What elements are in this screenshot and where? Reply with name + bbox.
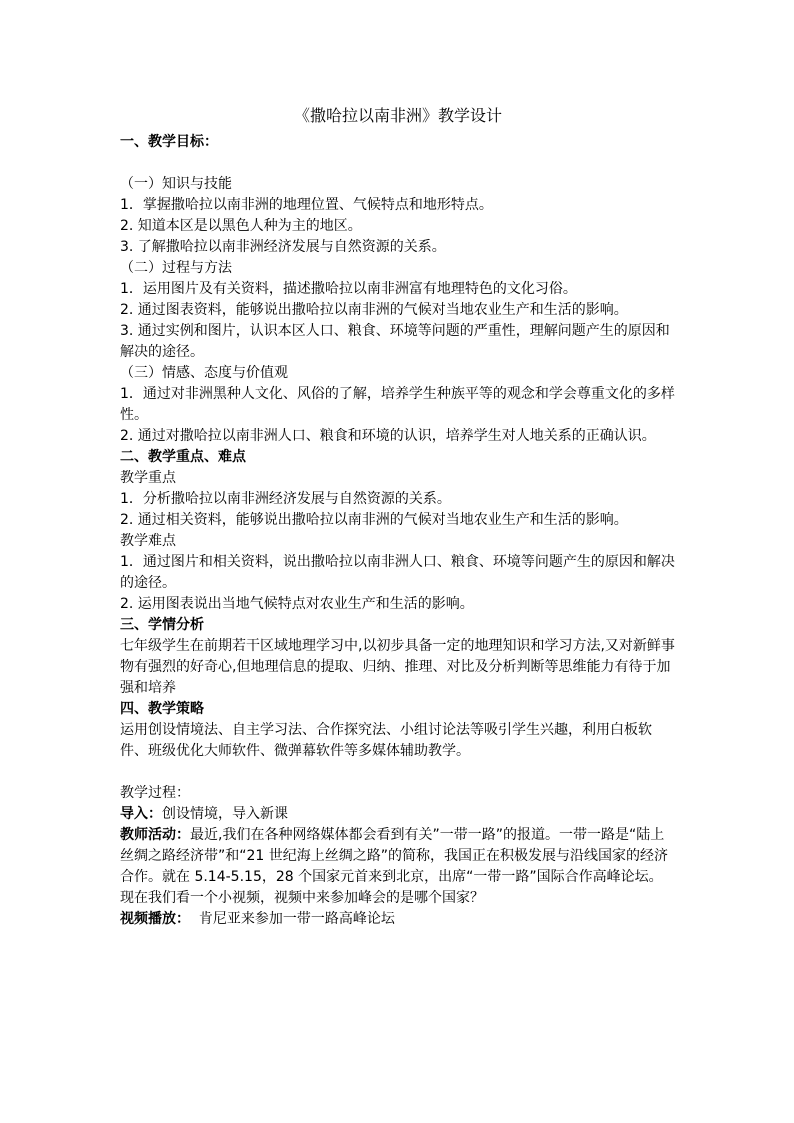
teacher-activity-label: 教师活动： [120,827,190,843]
strategy-text: 运用创设情境法、自主学习法、合作探究法、小组讨论法等吸引学生兴趣，利用白板软件、班级优化大师软件、微弹幕软件等多媒体辅助教学。 [120,722,652,759]
blank-line [120,762,676,783]
list-item: 1．通过对非洲黑种人文化、风俗的了解，培养学生种族平等的观念和学会尊重文化的多样性。 [120,386,675,423]
process-label: 教学过程： [120,785,190,801]
key-points-label: 教学重点 [120,470,176,486]
intro-paragraph [120,804,676,825]
subheading-process: （二）过程与方法 [120,260,232,276]
teacher-activity-paragraph [120,825,676,909]
list-item: 2. 通过图表资料，能够说出撒哈拉以南非洲的气候对当地农业生产和生活的影响。 [120,302,628,318]
blank-line [120,153,676,174]
list-item: 1．通过图片和相关资料，说出撒哈拉以南非洲人口、粮食、环境等问题产生的原因和解决的途径。 [120,554,675,591]
teacher-activity-text: 最近,我们在各种网络媒体都会看到有关”一带一路”的报道。一带一路是“陆上丝绸之路经济带”和“21 世纪海上丝绸之路”的简称，我国正在积极发展与沿线国家的经济合作。就在 5.14-5.15，28 个国家元首来到北京，出席“一带一路”国际合作高峰论坛。现在我们看一个小视频，视频中来参加峰会的是哪个国家？ [120,827,669,906]
list-item: 2. 知道本区是以黑色人种为主的地区。 [120,218,362,234]
document-title: 《撒哈拉以南非洲》教学设计 [293,106,502,125]
intro-text: 创设情境，导入新课 [162,806,288,822]
difficult-points-label: 教学难点 [120,533,176,549]
list-item: 2. 通过相关资料，能够说出撒哈拉以南非洲的气候对当地农业生产和生活的影响。 [120,512,628,528]
section-4-heading: 四、教学策略 [120,701,204,717]
video-paragraph [120,909,676,930]
subheading-knowledge: （一）知识与技能 [120,176,232,192]
intro-label: 导入： [120,806,162,822]
document-page [120,104,676,930]
section-3-heading: 三、学情分析 [120,617,204,633]
section-2-heading: 二、教学重点、难点 [120,449,246,465]
list-item: 1．掌握撒哈拉以南非洲的地理位置、气候特点和地形特点。 [120,197,493,213]
section-1-heading: 一、教学目标： [120,134,218,150]
list-item: 2. 运用图表说出当地气候特点对农业生产和生活的影响。 [120,596,474,612]
video-text: 肯尼亚来参加一带一路高峰论坛 [198,911,395,927]
list-item: 3. 了解撒哈拉以南非洲经济发展与自然资源的关系。 [120,239,446,255]
video-label: 视频播放： [120,911,190,927]
list-item: 2. 通过对撒哈拉以南非洲人口、粮食和环境的认识，培养学生对人地关系的正确认识。 [120,428,656,444]
subheading-values: （三）情感、态度与价值观 [120,365,288,381]
student-analysis-text: 七年级学生在前期若干区域地理学习中,以初步具备一定的地理知识和学习方法,又对新鲜事物有强烈的好奇心,但地理信息的提取、归纳、推理、对比及分析判断等思维能力有待于加强和培养 [120,638,675,696]
list-item: 1．运用图片及有关资料，描述撒哈拉以南非洲富有地理特色的文化习俗。 [120,281,577,297]
list-item: 1．分析撒哈拉以南非洲经济发展与自然资源的关系。 [120,491,451,507]
list-item: 3. 通过实例和图片，认识本区人口、粮食、环境等问题的严重性，理解问题产生的原因和解决的途径。 [120,323,670,360]
